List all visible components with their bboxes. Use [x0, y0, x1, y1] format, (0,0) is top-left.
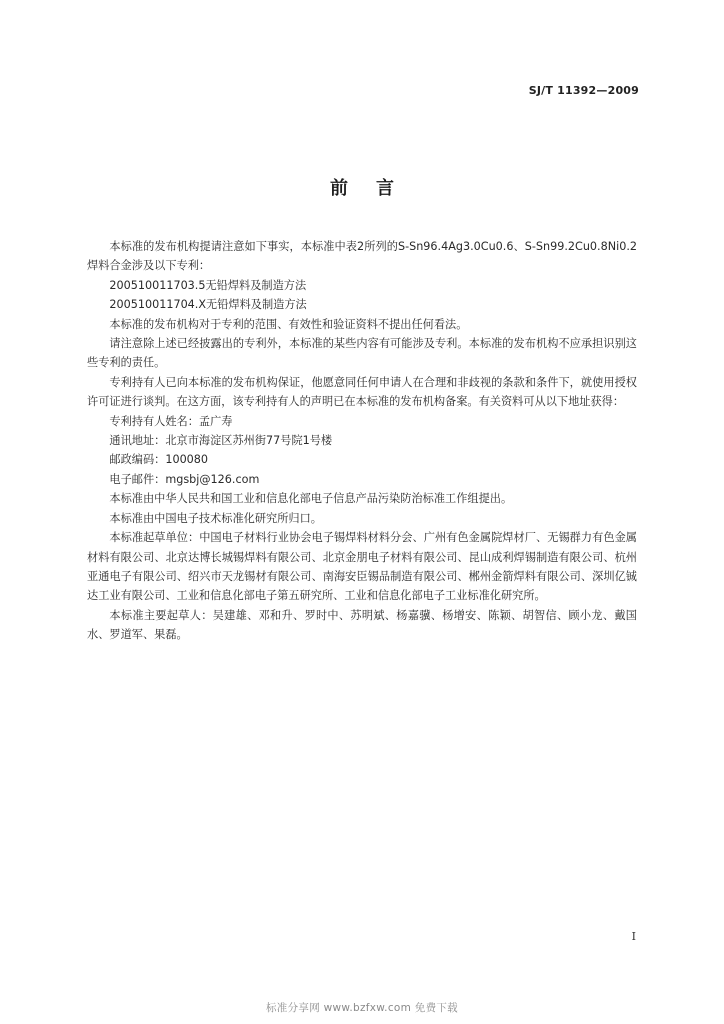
page-number: I	[631, 930, 636, 943]
foreword-body	[87, 237, 637, 645]
patent-holder-address: 通讯地址：北京市海淀区苏州街77号院1号楼	[109, 434, 333, 448]
patent-holder-email: 电子邮件：mgsbj@126.com	[109, 472, 260, 486]
paragraph-managed-by: 本标准由中国电子技术标准化研究所归口。	[109, 511, 322, 525]
page-title: 前言	[330, 178, 422, 199]
patent-item-2: 200510011704.X无铅焊料及制造方法	[109, 298, 307, 312]
document-code: SJ/T 11392—2009	[528, 84, 639, 97]
patent-holder-name: 专利持有人姓名：孟广寿	[109, 414, 233, 428]
watermark-text: 标准分享网 www.bzfxw.com 免费下载	[266, 1002, 458, 1014]
paragraph-drafting-units: 本标准起草单位：中国电子材料行业协会电子锡焊料材料分会、广州有色金属院焊材厂、无锡群力有色金属材料有限公司、北京达博长城锡焊料有限公司、北京金朋电子材料有限公司、昆山成利焊锡制造有限公司、杭州亚通电子有限公司、绍兴市天龙锡材有限公司、南海安臣锡品制造有限公司、郴州金箭焊料有限公司、深圳亿铖达工业有限公司、工业和信息化部电子第五研究所、工业和信息化部电子工业标准化研究所。	[87, 531, 637, 603]
paragraph-proposed-by: 本标准由中华人民共和国工业和信息化部电子信息产品污染防治标准工作组提出。	[109, 492, 513, 506]
patent-holder-postcode: 邮政编码：100080	[109, 453, 209, 467]
paragraph-other-patents: 请注意除上述已经披露出的专利外，本标准的某些内容有可能涉及专利。本标准的发布机构不应承担识别这些专利的责任。	[87, 337, 637, 370]
paragraph-patent-notice: 本标准的发布机构提请注意如下事实，本标准中表2所列的S-Sn96.4Ag3.0Cu0.6、S-Sn99.2Cu0.8Ni0.2焊料合金涉及以下专利：	[87, 240, 637, 273]
paragraph-drafters: 本标准主要起草人：吴建雄、邓和升、罗时中、苏明斌、杨嘉骥、杨增安、陈颖、胡智信、顾小龙、戴国水、罗道军、果磊。	[87, 608, 637, 642]
paragraph-holder-assurance: 专利持有人已向本标准的发布机构保证，他愿意同任何申请人在合理和非歧视的条款和条件下，就使用授权许可证进行谈判。在这方面，该专利持有人的声明已在本标准的发布机构备案。有关资料可从以下地址获得：	[87, 375, 637, 409]
patent-item-1: 200510011703.5无铅焊料及制造方法	[109, 278, 307, 292]
paragraph-no-position: 本标准的发布机构对于专利的范围、有效性和验证资料不提出任何看法。	[109, 317, 468, 331]
